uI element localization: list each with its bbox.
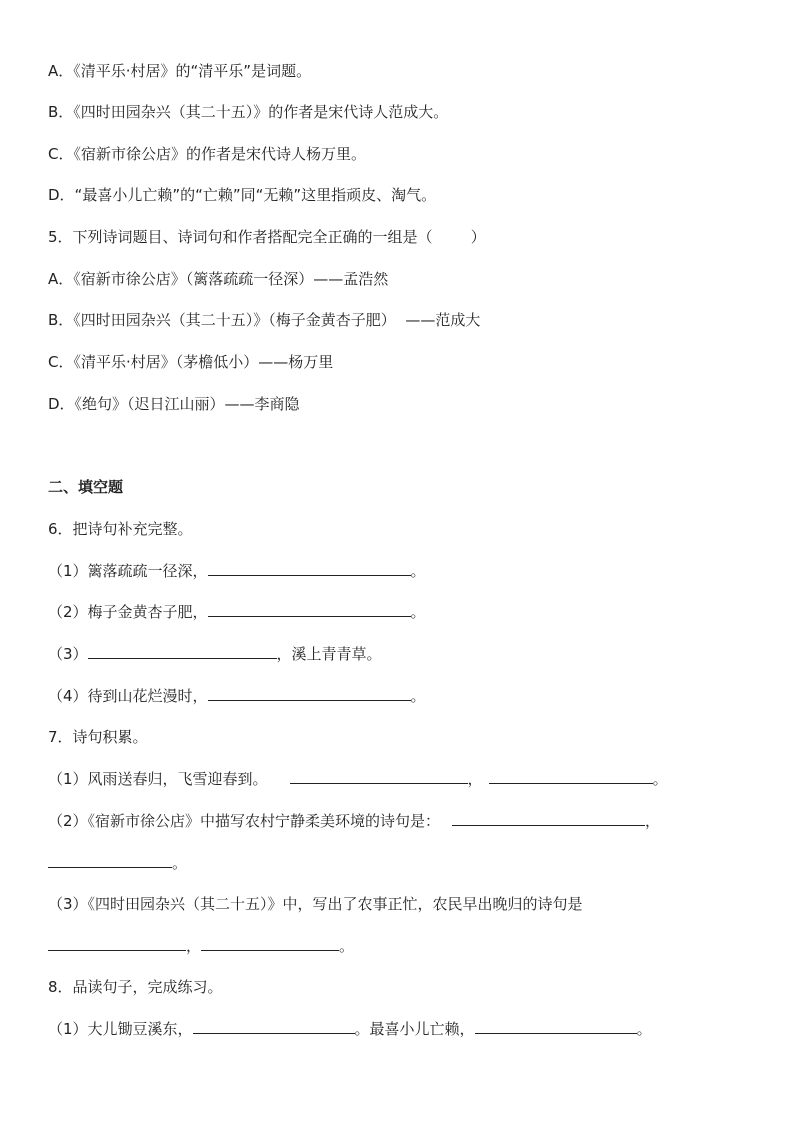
q7-item-2: （2）《宿新市徐公店》中描写农村宁静柔美环境的诗句是： ， xyxy=(48,812,661,830)
q6-item-4: （4）待到山花烂漫时， 。 xyxy=(48,687,426,705)
answer-blank[interactable] xyxy=(201,935,339,951)
q6-stem: 6．把诗句补充完整。 xyxy=(48,520,193,538)
section-heading: 二、填空题 xyxy=(48,478,124,496)
answer-blank[interactable] xyxy=(48,852,172,868)
answer-blank[interactable] xyxy=(88,643,277,659)
q5-option-b: B．《四时田园杂兴（其二十五）》（梅子金黄杏子肥） ——范成大 xyxy=(48,311,481,329)
answer-blank[interactable] xyxy=(452,810,645,826)
q8-stem: 8．品读句子，完成练习。 xyxy=(48,978,223,996)
q7-item-1: （1）风雨送春归，飞雪迎春到。 ， 。 xyxy=(48,770,668,788)
q7-item-3: （3）《四时田园杂兴（其二十五）》中，写出了农事正忙，农民早出晚归的诗句是 xyxy=(48,895,583,913)
q7-stem: 7．诗句积累。 xyxy=(48,728,148,746)
q4-option-d: D．“最喜小儿亡赖”的“亡赖”同“无赖”这里指顽皮、淘气。 xyxy=(48,186,437,204)
q8-item-1: （1）大儿锄豆溪东， 。最喜小儿亡赖， 。 xyxy=(48,1020,652,1038)
answer-blank[interactable] xyxy=(193,1018,355,1034)
q4-option-c: C．《宿新市徐公店》的作者是宋代诗人杨万里。 xyxy=(48,145,366,163)
answer-blank[interactable] xyxy=(48,935,186,951)
q6-item-3: （3） ，溪上青青草。 xyxy=(48,645,382,663)
answer-blank[interactable] xyxy=(208,685,411,701)
q7-item-2-cont: 。 xyxy=(48,851,187,875)
q5-option-a: A．《宿新市徐公店》（篱落疏疏一径深）——孟浩然 xyxy=(48,270,389,288)
answer-blank[interactable] xyxy=(208,601,411,617)
q4-option-a: A．《清平乐·村居》的“清平乐”是词题。 xyxy=(48,62,312,80)
q7-item-3-cont: ， 。 xyxy=(48,934,354,958)
answer-blank[interactable] xyxy=(475,1018,637,1034)
q5-stem: 5．下列诗词题目、诗词句和作者搭配完全正确的一组是（ ） xyxy=(48,228,486,246)
q4-option-b: B．《四时田园杂兴（其二十五）》的作者是宋代诗人范成大。 xyxy=(48,103,449,121)
q6-item-1: （1）篱落疏疏一径深， 。 xyxy=(48,562,426,580)
q5-option-c: C．《清平乐·村居》（茅檐低小）——杨万里 xyxy=(48,353,334,371)
answer-blank[interactable] xyxy=(489,768,653,784)
answer-blank[interactable] xyxy=(290,768,468,784)
q6-item-2: （2）梅子金黄杏子肥， 。 xyxy=(48,603,426,621)
q5-option-d: D．《绝句》（迟日江山丽）——李商隐 xyxy=(48,395,300,413)
answer-blank[interactable] xyxy=(208,560,411,576)
